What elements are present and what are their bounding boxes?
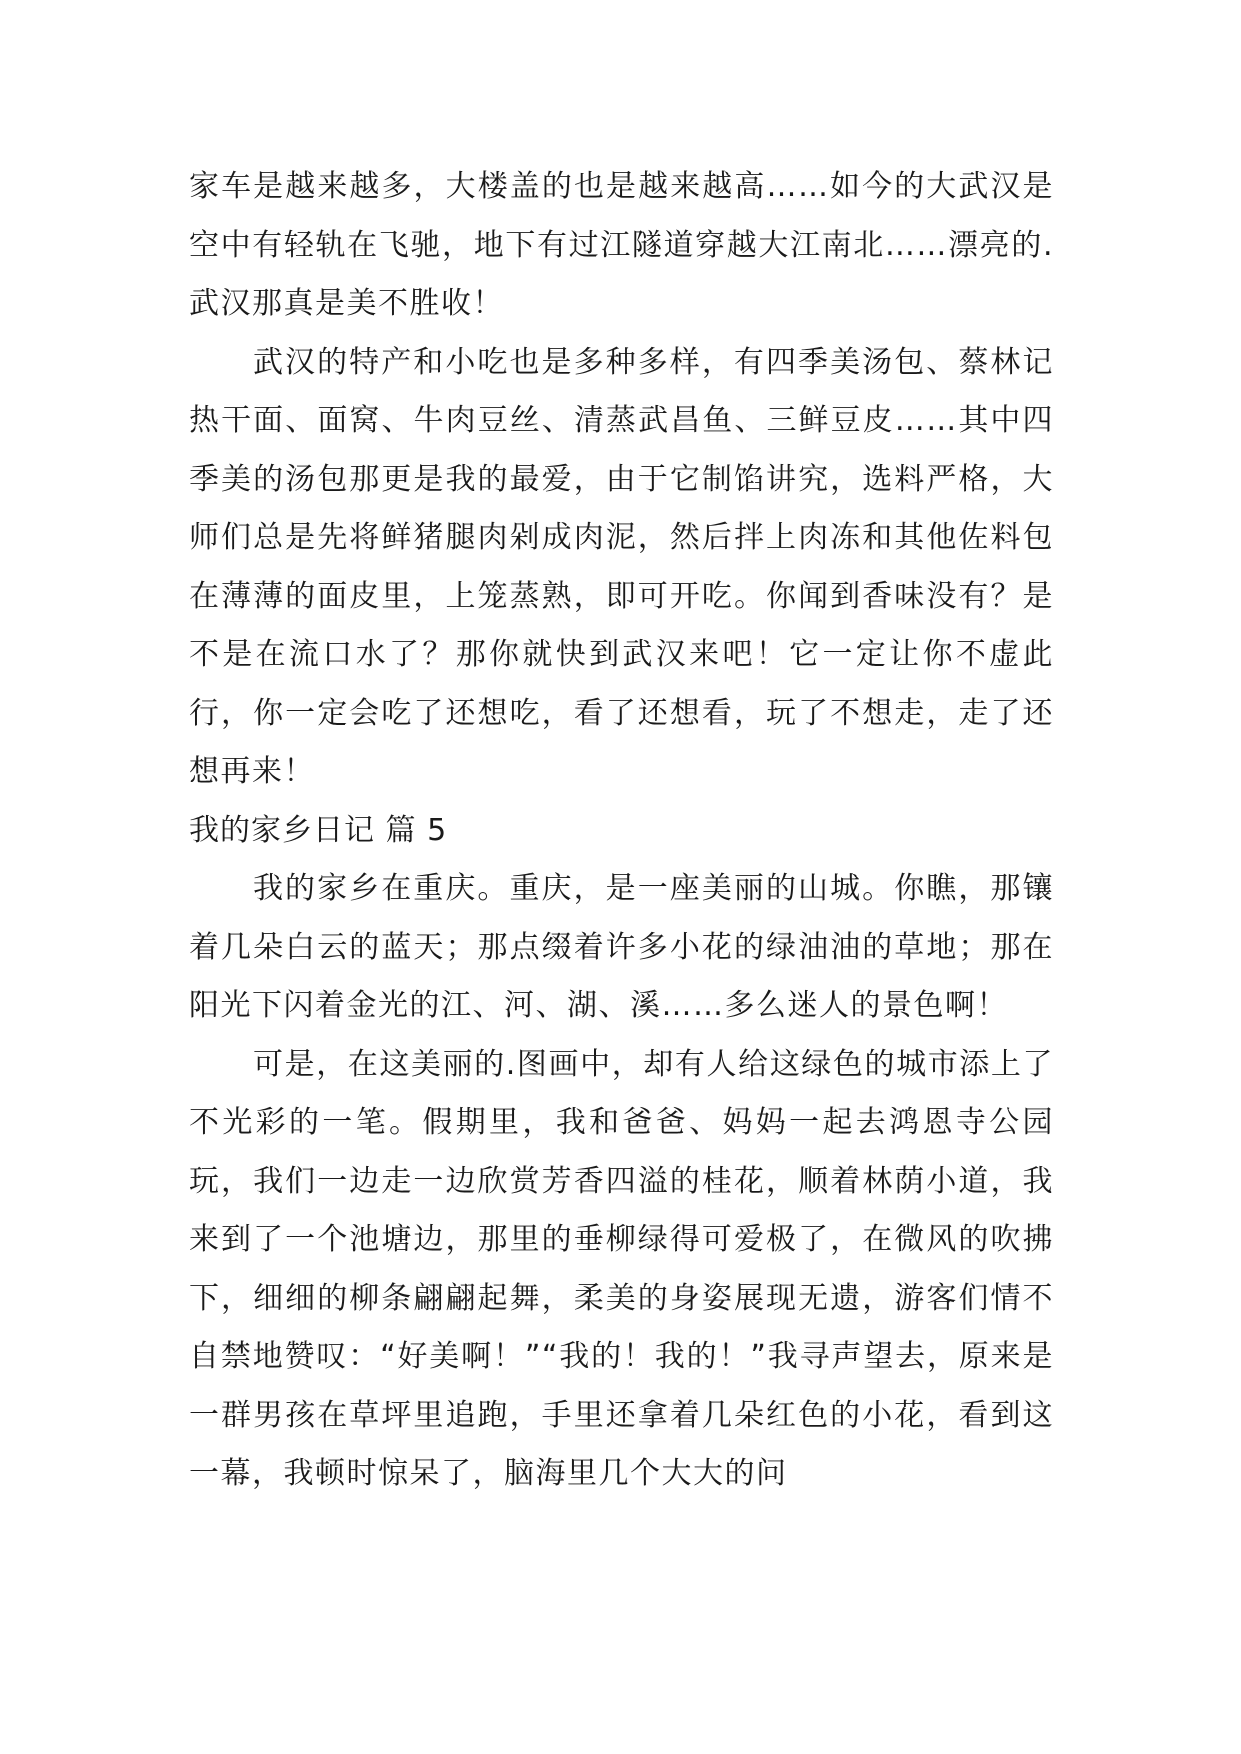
section-heading: 我的家乡日记 篇 5 xyxy=(189,812,448,848)
paragraph-chongqing-intro: 我的家乡在重庆。重庆，是一座美丽的山城。你瞧，那镶着几朵白云的蓝天；那点缀着许多小花的绿油油的草地；那在阳光下闪着金光的江、河、湖、溪……多么迷人的景色啊！ xyxy=(189,871,1054,1023)
paragraph-wuhan-food: 武汉的特产和小吃也是多种多样，有四季美汤包、蔡林记热干面、面窝、牛肉豆丝、清蒸武昌鱼、三鲜豆皮……其中四季美的汤包那更是我的最爱，由于它制馅讲究，选料严格，大师们总是先将鲜猪腿肉剁成肉泥，然后拌上肉冻和其他佐料包在薄薄的面皮里，上笼蒸熟，即可开吃。你闻到香味没有？是不是在流口水了？那你就快到武汉来吧！它一定让你不虚此行，你一定会吃了还想吃，看了还想看，玩了不想走，走了还想再来！ xyxy=(189,344,1054,789)
document-body xyxy=(189,158,1054,1504)
paragraph-park-visit: 可是，在这美丽的.图画中，却有人给这绿色的城市添上了不光彩的一笔。假期里，我和爸爸、妈妈一起去鸿恩寺公园玩，我们一边走一边欣赏芳香四溢的桂花，顺着林荫小道，我来到了一个池塘边，那里的垂柳绿得可爱极了，在微风的吹拂下，细细的柳条翩翩起舞，柔美的身姿展现无遗，游客们情不自禁地赞叹：“好美啊！”“我的！我的！”我寻声望去，原来是一群男孩在草坪里追跑，手里还拿着几朵红色的小花，看到这一幕，我顿时惊呆了，脑海里几个大大的问 xyxy=(189,1046,1054,1491)
paragraph-wuhan-city: 家车是越来越多，大楼盖的也是越来越高……如今的大武汉是空中有轻轨在飞驰，地下有过江隧道穿越大江南北……漂亮的.武汉那真是美不胜收！ xyxy=(189,169,1054,321)
